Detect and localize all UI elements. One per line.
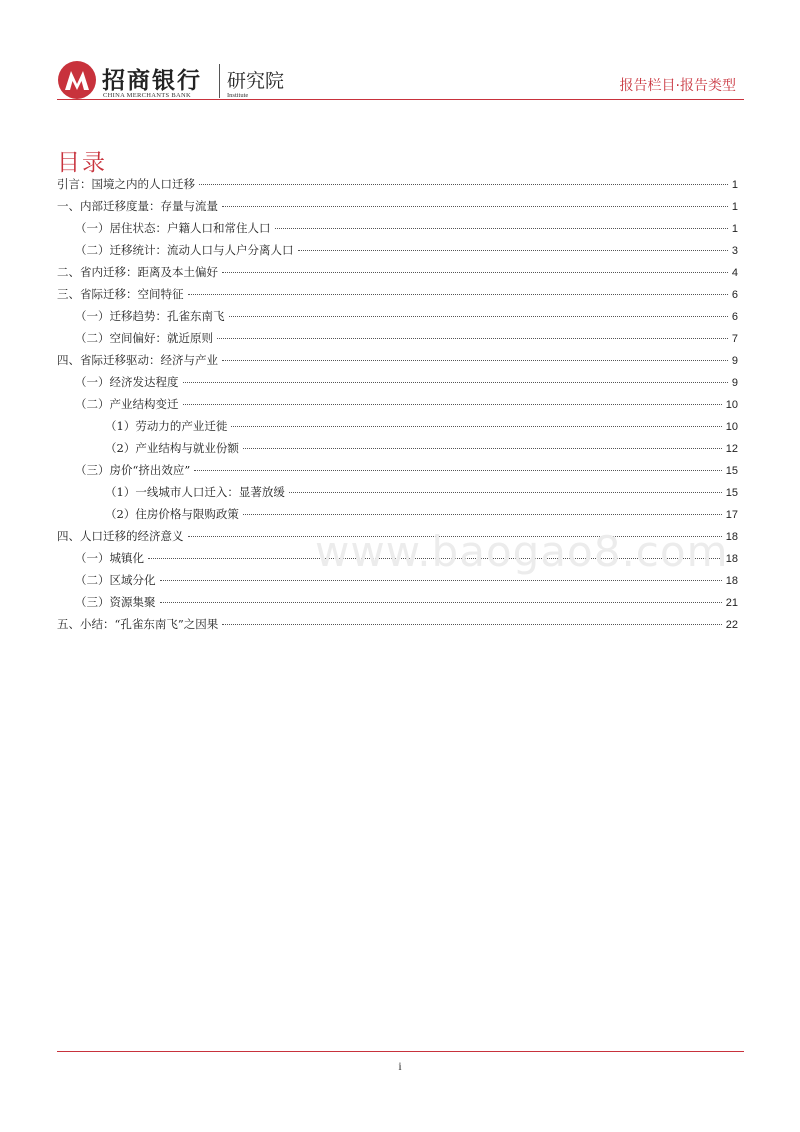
toc-entry-label: 一、内部迁移度量：存量与流量	[57, 199, 218, 213]
institute-name-cn: 研究院	[227, 70, 285, 92]
logo-divider	[219, 64, 220, 98]
dot-leader	[188, 536, 722, 537]
toc-entry[interactable]	[57, 484, 738, 506]
dot-leader	[160, 602, 722, 603]
toc-entry[interactable]	[57, 242, 738, 264]
toc-entry-label: （1）一线城市人口迁入：显著放缓	[105, 485, 285, 499]
page-number: i	[398, 1059, 402, 1073]
toc-entry[interactable]	[57, 198, 738, 220]
toc-entry-page: 18	[725, 575, 738, 587]
toc-entry[interactable]	[57, 550, 738, 572]
dot-leader	[243, 514, 722, 515]
toc-entry-label: 二、省内迁移：距离及本土偏好	[57, 265, 218, 279]
toc-entry-label: （二）空间偏好：就近原则	[75, 331, 213, 345]
toc-entry-label: （一）居住状态：户籍人口和常住人口	[75, 221, 271, 235]
dot-leader	[243, 448, 722, 449]
page-header	[0, 0, 800, 110]
dot-leader	[222, 624, 721, 625]
toc-entry-page: 10	[725, 421, 738, 433]
toc-entry-label: 四、省际迁移驱动：经济与产业	[57, 353, 218, 367]
toc-entry-label: （2）产业结构与就业份额	[105, 441, 239, 455]
toc-entry-page: 15	[725, 465, 738, 477]
toc-entry[interactable]	[57, 396, 738, 418]
toc-entry-label: 四、人口迁移的经济意义	[57, 529, 184, 543]
toc-entry-page: 12	[725, 443, 738, 455]
toc-entry[interactable]	[57, 330, 738, 352]
toc-entry-page: 6	[731, 311, 738, 323]
toc-entry-page: 1	[731, 223, 738, 235]
toc-entry-page: 21	[725, 597, 738, 609]
dot-leader	[275, 228, 728, 229]
toc-entry-label: （二）迁移统计：流动人口与人户分离人口	[75, 243, 294, 257]
toc-entry[interactable]	[57, 440, 738, 462]
toc-entry-label: （一）经济发达程度	[75, 375, 179, 389]
toc-entry-label: 引言：国境之内的人口迁移	[57, 177, 195, 191]
toc-entry-page: 9	[731, 377, 738, 389]
toc-entry[interactable]	[57, 308, 738, 330]
dot-leader	[194, 470, 721, 471]
toc-entry-label: （二）区域分化	[75, 573, 156, 587]
toc-title: 目录	[57, 150, 107, 176]
toc-entry[interactable]	[57, 220, 738, 242]
toc-entry-label: （1）劳动力的产业迁徙	[105, 419, 228, 433]
dot-leader	[183, 404, 722, 405]
toc-entry-label: （2）住房价格与限购政策	[105, 507, 239, 521]
toc-entry[interactable]	[57, 352, 738, 374]
toc-entry-page: 7	[731, 333, 738, 345]
toc-entry-page: 15	[725, 487, 738, 499]
institute-name-en: Institute	[227, 92, 249, 99]
dot-leader	[289, 492, 722, 493]
toc-entry[interactable]	[57, 418, 738, 440]
toc-entry-page: 17	[725, 509, 738, 521]
dot-leader	[148, 558, 722, 559]
toc-entry-page: 18	[725, 553, 738, 565]
toc-entry-label: （三）房价“挤出效应”	[75, 463, 191, 477]
toc-entry[interactable]	[57, 528, 738, 550]
dot-leader	[231, 426, 721, 427]
toc-entry[interactable]	[57, 374, 738, 396]
toc-entry-label: 三、省际迁移：空间特征	[57, 287, 184, 301]
dot-leader	[160, 580, 722, 581]
cmb-logo-icon	[57, 60, 97, 100]
toc-entry-page: 3	[731, 245, 738, 257]
report-type: 报告栏目·报告类型	[619, 78, 736, 94]
table-of-contents	[57, 176, 738, 638]
dot-leader	[229, 316, 728, 317]
toc-entry-page: 6	[731, 289, 738, 301]
dot-leader	[199, 184, 728, 185]
toc-entry-page: 9	[731, 355, 738, 367]
toc-entry-page: 10	[725, 399, 738, 411]
footer-divider	[57, 1051, 744, 1052]
toc-entry-label: （三）资源集聚	[75, 595, 156, 609]
toc-entry[interactable]	[57, 616, 738, 638]
watermark: www.baogao8.com	[315, 527, 729, 576]
toc-entry-label: （二）产业结构变迁	[75, 397, 179, 411]
toc-entry-page: 18	[725, 531, 738, 543]
toc-entry[interactable]	[57, 264, 738, 286]
toc-entry[interactable]	[57, 286, 738, 308]
toc-entry-page: 22	[725, 619, 738, 631]
bank-name-cn: 招商银行	[102, 68, 202, 94]
toc-entry[interactable]	[57, 462, 738, 484]
toc-entry[interactable]	[57, 506, 738, 528]
dot-leader	[183, 382, 728, 383]
dot-leader	[188, 294, 728, 295]
toc-entry[interactable]	[57, 594, 738, 616]
toc-entry[interactable]	[57, 176, 738, 198]
toc-entry-label: （一）城镇化	[75, 551, 144, 565]
toc-entry[interactable]	[57, 572, 738, 594]
toc-entry-label: （一）迁移趋势：孔雀东南飞	[75, 309, 225, 323]
toc-entry-label: 五、小结：“孔雀东南飞”之因果	[57, 617, 219, 631]
toc-entry-page: 1	[731, 201, 738, 213]
dot-leader	[222, 360, 728, 361]
toc-entry-page: 4	[731, 267, 738, 279]
dot-leader	[222, 272, 728, 273]
bank-name-en: CHINA MERCHANTS BANK	[103, 92, 191, 99]
header-divider	[57, 99, 744, 100]
dot-leader	[217, 338, 728, 339]
dot-leader	[298, 250, 728, 251]
toc-entry-page: 1	[731, 179, 738, 191]
dot-leader	[222, 206, 728, 207]
